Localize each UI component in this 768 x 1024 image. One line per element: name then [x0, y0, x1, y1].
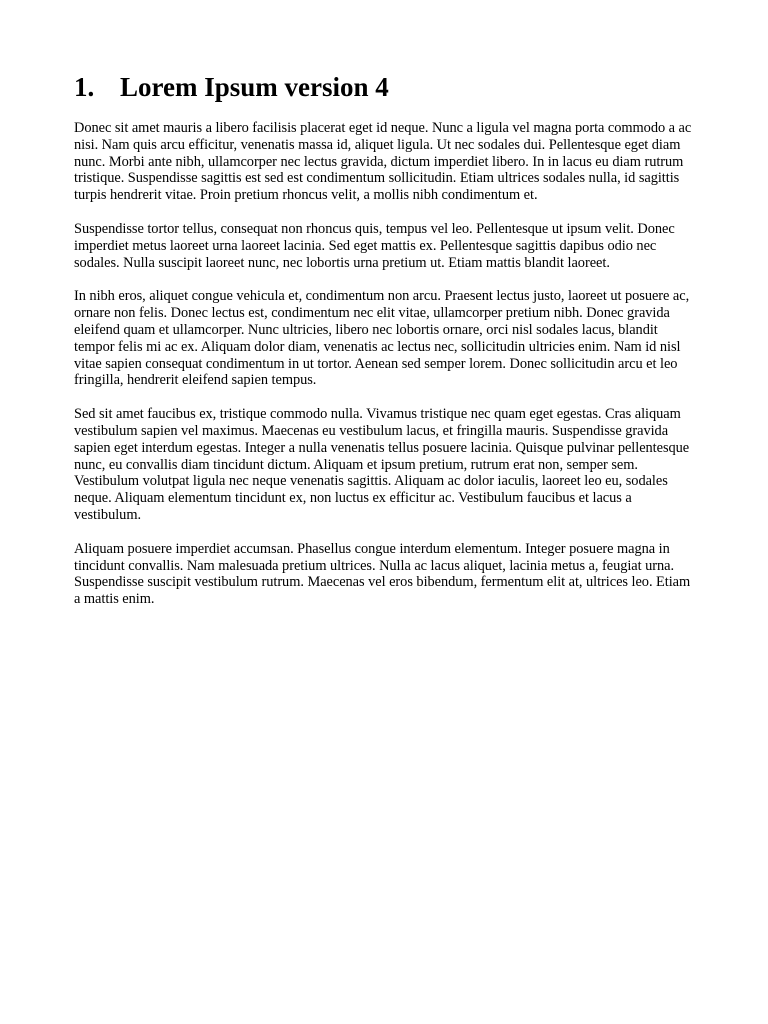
section-title: Lorem Ipsum version 4: [120, 72, 389, 102]
paragraph: Suspendisse tortor tellus, consequat non rhoncus quis, tempus vel leo. Pellentesque ut ipsum velit. Donec imperdiet metus laoreet urna laoreet lacinia. Sed eget mattis ex. Pellentesque sagittis dapibus odio nec sodales. Nulla suscipit laoreet nunc, nec lobortis urna pretium ut. Etiam mattis blandit laoreet.: [74, 220, 675, 271]
document-page: [74, 70, 696, 625]
paragraph: Sed sit amet faucibus ex, tristique commodo nulla. Vivamus tristique nec quam eget egestas. Cras aliquam vestibulum sapien vel maximus. Maecenas eu vestibulum lacus, et fringilla mauris. Suspendisse gravida sapien eget interdum egestas. Integer a nulla venenatis tellus posuere lacinia. Quisque pulvinar pellentesque nunc, eu convallis diam tincidunt dictum. Aliquam et ipsum pretium, rutrum erat non, semper sem. Vestibulum volutpat ligula nec neque venenatis sagittis. Aliquam ac dolor iaculis, laoreet leo eu, sodales neque. Aliquam elementum tincidunt ex, non luctus ex efficitur ac. Vestibulum faucibus et lacus a vestibulum.: [74, 406, 690, 523]
section-number: 1.: [74, 72, 95, 102]
paragraph: In nibh eros, aliquet congue vehicula et, condimentum non arcu. Praesent lectus justo, laoreet ut posuere ac, ornare non felis. Donec lectus est, condimentum nec elit vitae, ullamcorper pretium nibh. Donec gravida eleifend quam et ullamcorper. Nunc ultricies, libero nec lobortis ornare, orci nisl sodales lacus, blandit tempor felis mi ac ex. Aliquam dolor diam, venenatis ac lectus nec, sollicitudin ultricies enim. Nam id nisl vitae sapien consequat condimentum in ut tortor. Aenean sed semper lorem. Donec sollicitudin arcu et leo fringilla, hendrerit eleifend sapien tempus.: [74, 288, 690, 389]
paragraph: Donec sit amet mauris a libero facilisis placerat eget id neque. Nunc a ligula vel magna porta commodo a ac nisi. Nam quis arcu efficitur, venenatis massa id, aliquet ligula. Ut nec sodales dui. Pellentesque eget diam nunc. Morbi ante nibh, ullamcorper nec lectus gravida, dictum imperdiet libero. In in lacus eu diam rutrum tristique. Suspendisse sagittis est sed est condimentum sollicitudin. Etiam ultrices sodales nulla, id sagittis turpis hendrerit vitae. Proin pretium rhoncus velit, a mollis nibh condimentum et.: [74, 120, 692, 204]
section-heading: [74, 70, 696, 104]
paragraph: Aliquam posuere imperdiet accumsan. Phasellus congue interdum elementum. Integer posuere magna in tincidunt convallis. Nam malesuada pretium ultrices. Nulla ac lacus aliquet, lacinia metus a, feugiat urna. Suspendisse suscipit vestibulum rutrum. Maecenas vel eros bibendum, fermentum elit at, ultrices leo. Etiam a mattis enim.: [74, 540, 691, 608]
